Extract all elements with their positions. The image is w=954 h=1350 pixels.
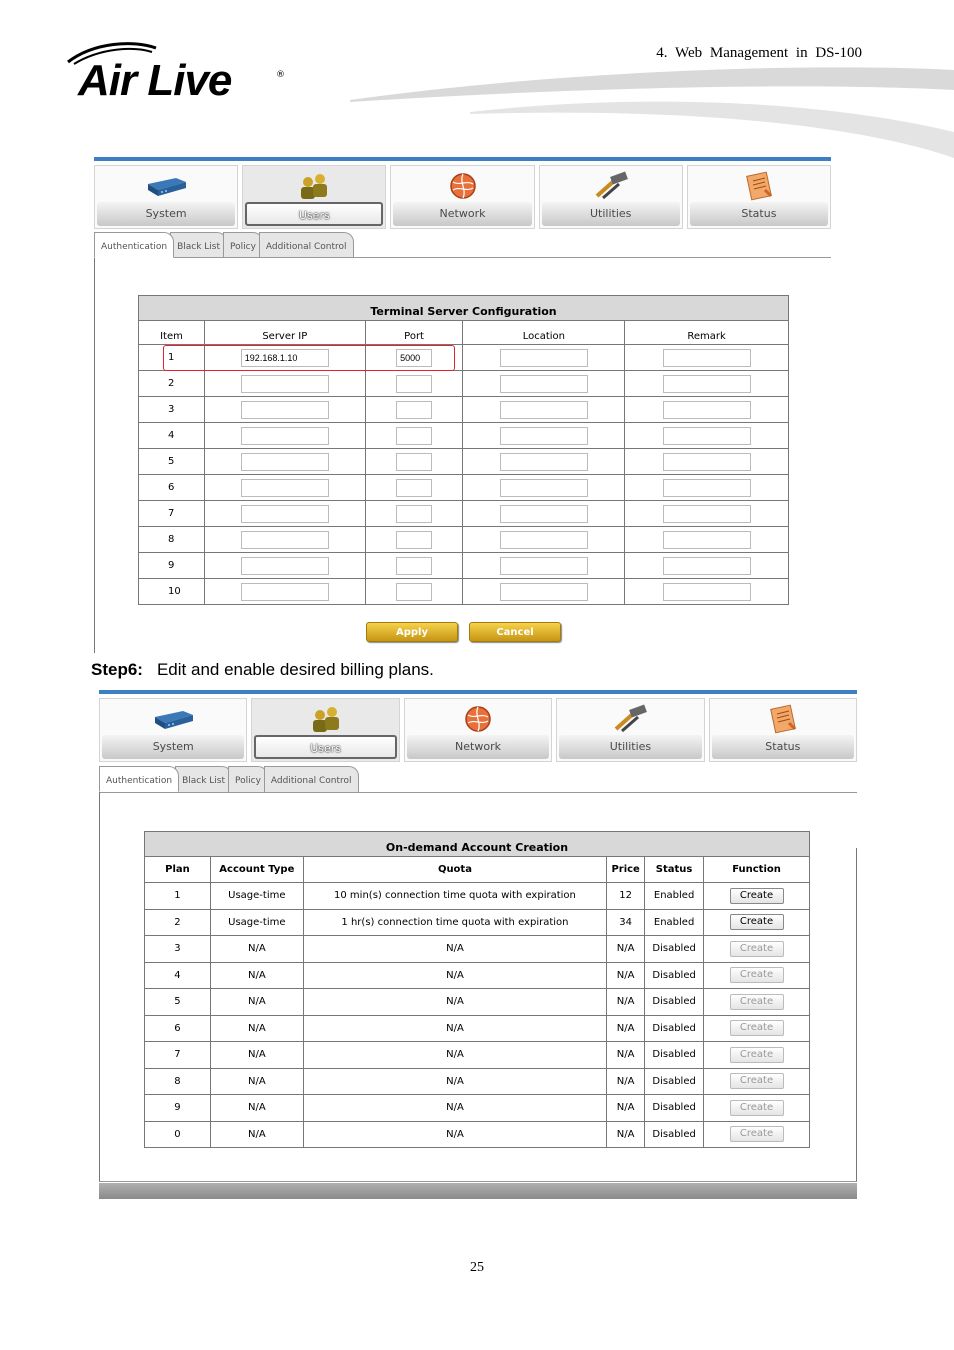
price: 34 <box>607 909 645 936</box>
remark-input[interactable] <box>663 583 751 601</box>
nav-utilities-label: Utilities <box>559 735 701 759</box>
function-cell <box>704 1121 810 1148</box>
remark-input[interactable] <box>663 505 751 523</box>
table-row <box>139 553 789 579</box>
tab-underline <box>99 792 857 793</box>
ip-cell <box>204 397 365 423</box>
nav-system-label: System <box>97 202 235 226</box>
quota: N/A <box>303 1095 606 1122</box>
create-button: Create <box>730 1020 784 1036</box>
panel-left-border <box>99 792 100 1182</box>
plan-number: 1 <box>145 883 211 910</box>
nav-status[interactable] <box>687 165 831 229</box>
table-row <box>145 1121 810 1148</box>
remark-cell <box>625 449 789 475</box>
create-button: Create <box>730 1047 784 1063</box>
function-cell <box>704 1095 810 1122</box>
quota: N/A <box>303 1015 606 1042</box>
function-cell <box>704 962 810 989</box>
function-cell <box>704 909 810 936</box>
remark-input[interactable] <box>663 557 751 575</box>
ip-input[interactable] <box>241 505 329 523</box>
terminal-server-table <box>138 295 789 605</box>
remark-cell <box>625 579 789 605</box>
price: N/A <box>607 936 645 963</box>
header-swoosh-graphic <box>350 62 954 162</box>
status: Disabled <box>645 1015 704 1042</box>
function-cell <box>704 1042 810 1069</box>
location-cell <box>463 423 625 449</box>
plan-number: 5 <box>145 989 211 1016</box>
registered-mark: ® <box>276 70 285 80</box>
remark-input[interactable] <box>663 531 751 549</box>
location-input[interactable] <box>500 531 588 549</box>
port-input[interactable] <box>396 531 432 549</box>
account-type: Usage-time <box>210 883 303 910</box>
main-nav <box>94 165 831 229</box>
panel-right-border <box>856 848 857 1182</box>
ip-input[interactable] <box>241 453 329 471</box>
ip-input[interactable] <box>241 479 329 497</box>
status: Disabled <box>645 989 704 1016</box>
price: N/A <box>607 1068 645 1095</box>
port-cell <box>365 475 463 501</box>
remark-cell <box>625 423 789 449</box>
network-icon <box>441 170 485 202</box>
plan-number: 8 <box>145 1068 211 1095</box>
location-input[interactable] <box>500 479 588 497</box>
nav-system[interactable] <box>99 698 247 762</box>
panel-footer-bar <box>99 1183 857 1199</box>
price: 12 <box>607 883 645 910</box>
table-row <box>139 527 789 553</box>
tab-authentication[interactable]: Authentication <box>94 232 174 258</box>
item-number: 4 <box>139 423 205 449</box>
table-row <box>145 1015 810 1042</box>
create-button[interactable]: Create <box>730 914 784 930</box>
tab-additional-control[interactable]: Additional Control <box>259 232 354 258</box>
table-header-row <box>139 321 789 345</box>
account-type: N/A <box>210 1068 303 1095</box>
table-row <box>139 397 789 423</box>
ip-cell <box>204 527 365 553</box>
remark-input[interactable] <box>663 375 751 393</box>
port-input[interactable] <box>396 427 432 445</box>
column-header: Status <box>645 857 704 883</box>
panel-bottom-border <box>99 1181 857 1182</box>
ip-input[interactable]: 192.168.1.10 <box>241 349 329 367</box>
location-input[interactable] <box>500 375 588 393</box>
ip-input[interactable] <box>241 401 329 419</box>
create-button: Create <box>730 994 784 1010</box>
column-header: Port <box>365 321 463 345</box>
port-cell <box>365 423 463 449</box>
item-number: 6 <box>139 475 205 501</box>
column-header: Quota <box>303 857 606 883</box>
step-instruction <box>91 660 434 680</box>
port-input[interactable] <box>396 557 432 575</box>
table-caption-row <box>145 832 810 857</box>
create-button: Create <box>730 941 784 957</box>
function-cell <box>704 883 810 910</box>
tab-black-list[interactable]: Black List <box>170 232 227 258</box>
quota: 10 min(s) connection time quota with expiration <box>303 883 606 910</box>
port-input[interactable] <box>396 479 432 497</box>
plan-number: 7 <box>145 1042 211 1069</box>
item-number: 8 <box>139 527 205 553</box>
nav-users-label: Users <box>254 735 396 759</box>
table-row <box>139 423 789 449</box>
column-header: Function <box>704 857 810 883</box>
row1-highlight-box <box>163 345 455 371</box>
plan-number: 4 <box>145 962 211 989</box>
tools-icon <box>589 170 633 202</box>
port-cell <box>365 449 463 475</box>
panel-left-border <box>94 257 95 653</box>
ip-cell <box>204 423 365 449</box>
status: Disabled <box>645 962 704 989</box>
price: N/A <box>607 962 645 989</box>
table-row <box>145 1042 810 1069</box>
step-label: Step6: <box>91 660 143 679</box>
ip-input[interactable] <box>241 427 329 445</box>
item-number: 7 <box>139 501 205 527</box>
nav-users-label: Users <box>245 202 383 226</box>
item-number: 1 <box>139 345 205 371</box>
tab-policy[interactable]: Policy <box>228 766 268 792</box>
nav-users[interactable] <box>242 165 386 229</box>
sub-tabs <box>94 232 350 258</box>
nav-utilities-label: Utilities <box>542 202 680 226</box>
tab-additional-control[interactable]: Additional Control <box>264 766 359 792</box>
port-cell <box>365 371 463 397</box>
create-button[interactable]: Create <box>730 888 784 904</box>
location-cell <box>463 449 625 475</box>
plan-number: 9 <box>145 1095 211 1122</box>
port-input[interactable] <box>396 401 432 419</box>
quota: N/A <box>303 989 606 1016</box>
tab-authentication[interactable]: Authentication <box>99 766 179 792</box>
nav-users[interactable] <box>251 698 399 762</box>
quota: N/A <box>303 1121 606 1148</box>
location-cell <box>463 501 625 527</box>
table-row <box>139 475 789 501</box>
on-demand-account-table <box>144 831 810 1148</box>
port-cell <box>365 527 463 553</box>
port-input[interactable] <box>396 453 432 471</box>
account-type: N/A <box>210 1095 303 1122</box>
item-number: 5 <box>139 449 205 475</box>
page-number: 25 <box>470 1260 484 1275</box>
apply-button[interactable]: Apply <box>366 622 458 642</box>
users-icon <box>292 170 336 202</box>
location-input[interactable] <box>500 349 588 367</box>
status: Disabled <box>645 1095 704 1122</box>
account-type: N/A <box>210 989 303 1016</box>
column-header: Server IP <box>204 321 365 345</box>
remark-input[interactable] <box>663 479 751 497</box>
location-cell <box>463 579 625 605</box>
column-header: Plan <box>145 857 211 883</box>
tools-icon <box>608 703 652 735</box>
ip-input[interactable] <box>241 375 329 393</box>
port-input[interactable]: 5000 <box>396 349 432 367</box>
price: N/A <box>607 1095 645 1122</box>
status: Enabled <box>645 883 704 910</box>
plan-number: 2 <box>145 909 211 936</box>
status: Enabled <box>645 909 704 936</box>
quota: N/A <box>303 936 606 963</box>
remark-cell <box>625 397 789 423</box>
price: N/A <box>607 989 645 1016</box>
terminal-server-panel <box>94 157 831 653</box>
step-text: Edit and enable desired billing plans. <box>156 660 434 679</box>
nav-utilities[interactable] <box>539 165 683 229</box>
plan-number: 3 <box>145 936 211 963</box>
plan-number: 0 <box>145 1121 211 1148</box>
port-input[interactable] <box>396 583 432 601</box>
users-icon <box>304 703 348 735</box>
location-input[interactable] <box>500 453 588 471</box>
remark-input[interactable] <box>663 453 751 471</box>
item-number: 2 <box>139 371 205 397</box>
ip-cell <box>204 449 365 475</box>
item-number: 9 <box>139 553 205 579</box>
ip-input[interactable] <box>241 531 329 549</box>
account-type: N/A <box>210 962 303 989</box>
remark-input[interactable] <box>663 401 751 419</box>
location-input[interactable] <box>500 401 588 419</box>
table-title: On-demand Account Creation <box>145 832 810 857</box>
nav-network-label: Network <box>407 735 549 759</box>
function-cell <box>704 1068 810 1095</box>
port-cell <box>365 397 463 423</box>
panel-top-bar <box>94 157 831 161</box>
notepad-icon <box>761 703 805 735</box>
sub-tabs <box>99 766 355 792</box>
status: Disabled <box>645 1068 704 1095</box>
nav-system[interactable] <box>94 165 238 229</box>
nav-network[interactable] <box>390 165 534 229</box>
table-row <box>145 909 810 936</box>
status: Disabled <box>645 1042 704 1069</box>
remark-cell <box>625 527 789 553</box>
table-title: Terminal Server Configuration <box>139 296 789 321</box>
create-button: Create <box>730 967 784 983</box>
port-cell <box>365 553 463 579</box>
remark-input[interactable] <box>663 349 751 367</box>
ip-input[interactable] <box>241 557 329 575</box>
account-type: N/A <box>210 1121 303 1148</box>
nav-network[interactable] <box>404 698 552 762</box>
location-input[interactable] <box>500 557 588 575</box>
table-row <box>145 936 810 963</box>
location-cell <box>463 371 625 397</box>
function-cell <box>704 989 810 1016</box>
network-icon <box>456 703 500 735</box>
ip-cell <box>204 553 365 579</box>
router-icon <box>151 703 195 735</box>
nav-network-label: Network <box>393 202 531 226</box>
location-cell <box>463 345 625 371</box>
quota: N/A <box>303 1068 606 1095</box>
port-cell <box>365 579 463 605</box>
router-icon <box>144 170 188 202</box>
price: N/A <box>607 1042 645 1069</box>
price: N/A <box>607 1015 645 1042</box>
table-row <box>139 501 789 527</box>
port-input[interactable] <box>396 505 432 523</box>
remark-cell <box>625 553 789 579</box>
status: Disabled <box>645 1121 704 1148</box>
tab-policy[interactable]: Policy <box>223 232 263 258</box>
remark-input[interactable] <box>663 427 751 445</box>
account-type: N/A <box>210 936 303 963</box>
ip-cell <box>204 579 365 605</box>
nav-status-label: Status <box>712 735 854 759</box>
account-type: N/A <box>210 1015 303 1042</box>
account-type: N/A <box>210 1042 303 1069</box>
location-cell <box>463 475 625 501</box>
table-row <box>145 989 810 1016</box>
ip-cell <box>204 501 365 527</box>
table-row <box>145 962 810 989</box>
brand-name: Air Live <box>78 56 232 105</box>
nav-utilities[interactable] <box>556 698 704 762</box>
column-header: Account Type <box>210 857 303 883</box>
plan-number: 6 <box>145 1015 211 1042</box>
ip-cell <box>204 371 365 397</box>
function-cell <box>704 936 810 963</box>
location-cell <box>463 553 625 579</box>
tab-black-list[interactable]: Black List <box>175 766 232 792</box>
create-button: Create <box>730 1073 784 1089</box>
ip-cell <box>204 475 365 501</box>
quota: N/A <box>303 962 606 989</box>
port-cell <box>365 501 463 527</box>
airlive-logo <box>64 40 294 110</box>
table-header-row <box>145 857 810 883</box>
main-nav <box>99 698 857 762</box>
item-number: 10 <box>139 579 205 605</box>
column-header: Item <box>139 321 205 345</box>
nav-system-label: System <box>102 735 244 759</box>
table-row <box>139 371 789 397</box>
price: N/A <box>607 1121 645 1148</box>
remark-cell <box>625 501 789 527</box>
remark-cell <box>625 371 789 397</box>
table-row <box>139 579 789 605</box>
port-input[interactable] <box>396 375 432 393</box>
remark-cell <box>625 475 789 501</box>
function-cell <box>704 1015 810 1042</box>
notepad-icon <box>737 170 781 202</box>
column-header: Price <box>607 857 645 883</box>
create-button: Create <box>730 1100 784 1116</box>
item-number: 3 <box>139 397 205 423</box>
table-row <box>145 1068 810 1095</box>
table-row <box>145 1095 810 1122</box>
quota: N/A <box>303 1042 606 1069</box>
status: Disabled <box>645 936 704 963</box>
table-row <box>145 883 810 910</box>
create-button: Create <box>730 1126 784 1142</box>
ip-input[interactable] <box>241 583 329 601</box>
table-caption-row <box>139 296 789 321</box>
account-type: Usage-time <box>210 909 303 936</box>
chapter-title: 4. Web Management in DS-100 <box>656 45 862 61</box>
column-header: Remark <box>625 321 789 345</box>
billing-plans-panel <box>99 690 857 1200</box>
location-input[interactable] <box>500 427 588 445</box>
cancel-button[interactable]: Cancel <box>469 622 561 642</box>
tab-underline <box>94 257 831 258</box>
panel-top-bar <box>99 690 857 694</box>
location-input[interactable] <box>500 505 588 523</box>
nav-status[interactable] <box>709 698 857 762</box>
nav-status-label: Status <box>690 202 828 226</box>
column-header: Location <box>463 321 625 345</box>
location-input[interactable] <box>500 583 588 601</box>
location-cell <box>463 397 625 423</box>
table-row <box>139 449 789 475</box>
quota: 1 hr(s) connection time quota with expiration <box>303 909 606 936</box>
location-cell <box>463 527 625 553</box>
remark-cell <box>625 345 789 371</box>
